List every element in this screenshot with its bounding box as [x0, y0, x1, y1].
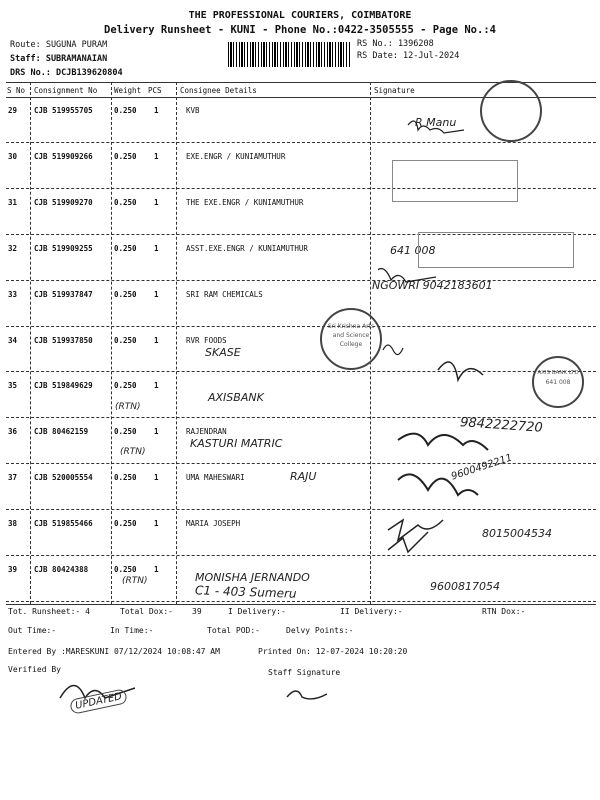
total-pod: Total POD:- — [207, 626, 260, 635]
row-weight: 0.250 — [114, 335, 137, 345]
row-weight: 0.250 — [114, 565, 137, 574]
row-consignee: KVB — [186, 106, 200, 115]
row-sno: 33 — [8, 289, 18, 299]
row-consignment: CJB 519937847 — [34, 289, 93, 299]
row-consignee: EXE.ENGR / KUNIAMUTHUR — [186, 151, 286, 161]
row-sno: 36 — [8, 427, 18, 437]
total-dox-label: Total Dox:- — [120, 607, 173, 616]
row-consignment: CJB 519937850 — [34, 335, 93, 345]
row-weight: 0.250 — [114, 427, 137, 437]
row-consignment: CJB 520005554 — [34, 473, 93, 483]
handwritten-note: 8015004534 — [482, 527, 552, 541]
row-pcs: 1 — [154, 519, 159, 529]
row-consignment: CJB 519855466 — [34, 519, 93, 529]
col-divider — [111, 82, 112, 604]
company-title: THE PROFESSIONAL COURIERS, COIMBATORE — [188, 10, 412, 21]
row-weight: 0.250 — [114, 151, 137, 161]
row-consignee: UMA MAHESWARI — [186, 473, 245, 483]
row-consignment: CJB 519909255 — [34, 243, 93, 253]
handwritten-note: MONISHA JERNANDO — [195, 571, 310, 584]
printed-on: Printed On: 12-07-2024 10:20:20 — [258, 647, 408, 656]
row-sno: 34 — [8, 335, 18, 345]
handwritten-note: NGOWRI 9042183601 — [372, 278, 493, 292]
row-weight: 0.250 — [114, 197, 137, 207]
row-pcs: 1 — [154, 427, 159, 437]
handwritten-note: SKASE — [205, 345, 241, 359]
row-sno: 29 — [8, 106, 18, 115]
i-delivery: I Delivery:- — [228, 607, 286, 616]
handwritten-address: C1 - 403 Sumeru — [194, 583, 297, 601]
row-sno: 39 — [8, 565, 18, 574]
ii-delivery: II Delivery:- — [340, 607, 403, 616]
row-consignee: RAJENDRAN — [186, 427, 227, 437]
rs-number: RS No.: 1396208 — [357, 39, 434, 49]
row-consignee: MARIA JOSEPH — [186, 519, 241, 529]
row-divider — [6, 601, 596, 602]
verified-by: Verified By — [8, 665, 61, 674]
row-consignee: ASST.EXE.ENGR / KUNIAMUTHUR — [186, 243, 308, 253]
col-divider — [176, 82, 177, 604]
col-signature: Signature — [374, 86, 415, 95]
handwritten-rtn: (RTN) — [120, 447, 146, 457]
handwritten-note: 641 008 — [390, 243, 436, 257]
row-weight: 0.250 — [114, 473, 137, 483]
table-bottom-rule — [6, 604, 596, 605]
bank-stamp-name: AXIS BANK LTD — [537, 370, 579, 376]
handwritten-note: KASTURI MATRIC — [190, 437, 283, 451]
row-sno: 32 — [8, 243, 18, 253]
out-time: Out Time:- — [8, 626, 57, 635]
round-stamp — [480, 80, 542, 142]
row-pcs: 1 — [154, 565, 159, 574]
row-consignment: CJB 519909270 — [34, 197, 93, 207]
row-weight: 0.250 — [114, 243, 137, 253]
row-sno: 35 — [8, 381, 18, 391]
row-weight: 0.250 — [114, 289, 137, 299]
row-consignee: SRI RAM CHEMICALS — [186, 289, 263, 299]
col-consignment: Consignment No — [34, 86, 98, 95]
handwritten-rtn: (RTN) — [115, 402, 141, 412]
office-stamp — [418, 232, 574, 268]
row-weight: 0.250 — [114, 519, 137, 529]
total-dox-value: 39 — [192, 607, 202, 616]
row-pcs: 1 — [154, 289, 159, 299]
handwritten-phone: 9600492211 — [449, 452, 514, 483]
runsheet-subtitle: Delivery Runsheet - KUNI - Phone No.:0422-3505555 - Page No.:4 — [104, 24, 496, 36]
row-weight: 0.250 — [114, 381, 137, 391]
row-sno: 30 — [8, 151, 18, 161]
staff-signature-mark — [282, 682, 342, 707]
row-consignment: CJB 80462159 — [34, 427, 89, 437]
row-pcs: 1 — [154, 381, 159, 391]
row-pcs: 1 — [154, 335, 159, 345]
row-pcs: 1 — [154, 473, 159, 483]
office-stamp — [392, 160, 518, 202]
handwritten-phone: 9842222720 — [459, 415, 544, 436]
col-weight: Weight — [114, 86, 142, 95]
row-pcs: 1 — [154, 197, 159, 207]
college-stamp: Sri Krishna Arts and Science College — [320, 308, 382, 370]
row-pcs: 1 — [154, 151, 159, 161]
row-pcs: 1 — [154, 106, 159, 115]
rtn-dox: RTN Dox:- — [482, 607, 526, 616]
row-weight: 0.250 — [114, 106, 137, 115]
row-pcs: 1 — [154, 243, 159, 253]
updated-mark: UPDATED — [69, 688, 128, 715]
handwritten-rtn: (RTN) — [122, 576, 148, 586]
row-sno: 37 — [8, 473, 18, 483]
row-consignment: CJB 519849629 — [34, 381, 93, 391]
handwritten-phone: 9600817054 — [430, 580, 500, 593]
row-sno: 38 — [8, 519, 18, 529]
row-consignment: CJB 519909266 — [34, 151, 93, 161]
bank-stamp-code: 641 008 — [545, 379, 571, 386]
handwritten-note: RAJU — [290, 470, 317, 484]
col-pcs: PCS — [148, 86, 162, 95]
row-consignee: THE EXE.ENGR / KUNIAMUTHUR — [186, 197, 304, 207]
handwritten-note: AXISBANK — [208, 391, 264, 405]
delvy-points: Delvy Points:- — [286, 626, 354, 635]
row-consignment: CJB 80424388 — [34, 565, 89, 574]
row-sno: 31 — [8, 197, 18, 207]
bank-stamp — [532, 356, 584, 408]
entered-by: Entered By :MARESKUNI 07/12/2024 10:08:47 AM — [8, 647, 220, 656]
staff-label: Staff: SUBRAMANAIAN — [10, 54, 108, 64]
barcode — [228, 42, 350, 67]
row-consignee: RVR FOODS — [186, 335, 227, 345]
handwritten-note: R Manu — [415, 116, 457, 129]
tot-runsheet: Tot. Runsheet:- 4 — [8, 607, 90, 616]
col-divider — [30, 82, 31, 604]
col-sno: S No — [7, 86, 26, 95]
col-consignee: Consignee Details — [180, 86, 257, 95]
route-label: Route: SUGUNA PURAM — [10, 40, 108, 50]
drs-number: DRS No.: DCJB139620804 — [10, 68, 123, 78]
row-consignment: CJB 519955705 — [34, 106, 93, 115]
rs-date: RS Date: 12-Jul-2024 — [357, 51, 460, 61]
in-time: In Time:- — [110, 626, 154, 635]
staff-signature-label: Staff Signature — [268, 668, 341, 677]
